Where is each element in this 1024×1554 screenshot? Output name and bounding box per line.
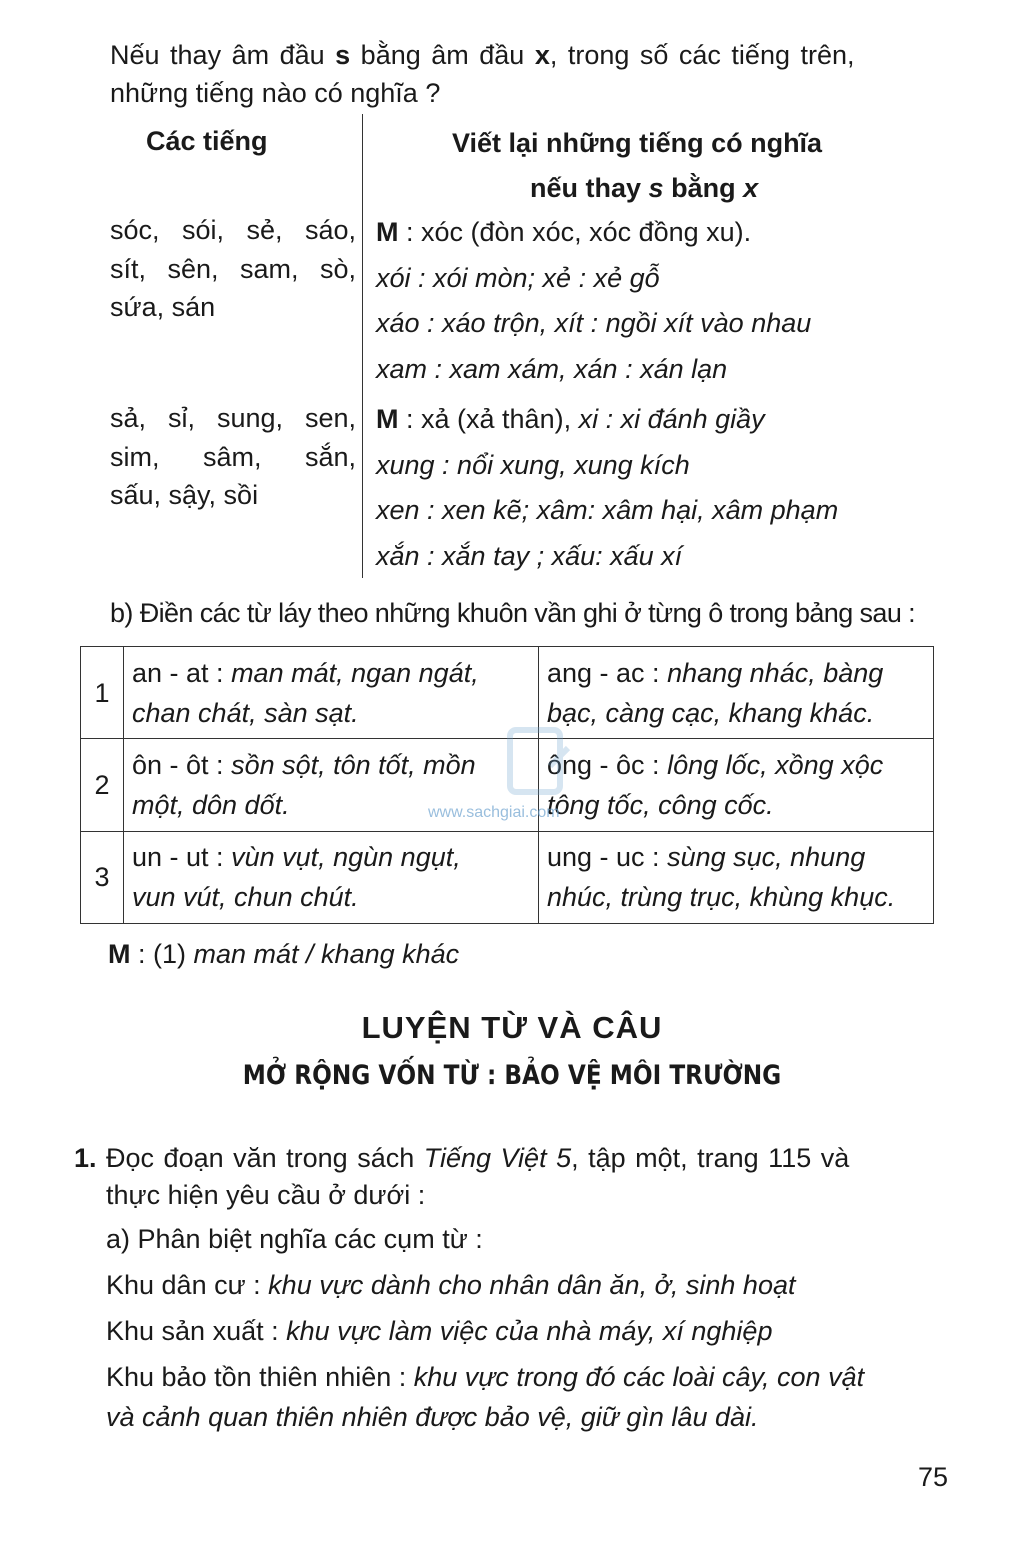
table-row — [81, 831, 934, 923]
section-subtitle: MỞ RỘNG VỐN TỪ : BẢO VỆ MÔI TRƯỜNG — [242, 1060, 782, 1091]
definition-3 — [106, 1360, 864, 1394]
word-list-line: sấu, sậy, sồi — [110, 480, 259, 510]
header-right-1: Viết lại những tiếng có nghĩa — [452, 128, 823, 158]
letter-s: s — [335, 40, 351, 70]
section-title: LUYỆN TỪ VÀ CÂU — [361, 1010, 663, 1045]
answer-text: xi : xi đánh giầy — [578, 404, 765, 434]
definition-text: khu vực làm việc của nhà máy, xí nghiệp — [286, 1316, 773, 1346]
intro-text: , trong số các tiếng trên, — [549, 40, 855, 70]
word-list-line: sít, sên, sam, sò, — [110, 253, 356, 284]
rhyme-words: một, dôn dốt. — [132, 789, 290, 820]
rhyme-pattern: un - ut : — [132, 842, 232, 873]
rhyme-words: bạc, càng cạc, khang khác. — [547, 697, 875, 728]
exercise-1-line-2: thực hiện yêu cầu ở dưới : — [106, 1180, 426, 1210]
header-text: bằng — [663, 173, 744, 203]
rhyme-words: vùn vụt, ngùn ngụt, — [231, 842, 461, 873]
header-text: nếu thay — [530, 173, 649, 203]
book-title: Tiếng Việt 5 — [423, 1143, 572, 1173]
exercise-text: , tập một, trang 115 và — [571, 1143, 850, 1173]
row-number: 1 — [81, 647, 124, 739]
exercise-number: 1. — [74, 1143, 97, 1173]
definition-1 — [106, 1268, 795, 1302]
rhyme-cell — [124, 831, 539, 923]
definition-term: Khu bảo tồn thiên nhiên : — [106, 1362, 414, 1392]
definition-text: khu vực trong đó các loài cây, con vật — [413, 1362, 865, 1392]
rhyme-cell — [124, 647, 539, 739]
answer-line: xắn : xắn tay ; xấu: xấu xí — [376, 540, 683, 571]
part-b-example — [108, 937, 459, 971]
rhyme-words: vun vút, chun chút. — [132, 882, 359, 913]
header-left: Các tiếng — [146, 126, 268, 156]
answer-line — [376, 397, 838, 443]
rhyme-words: sồn sột, tôn tốt, mồn — [231, 749, 476, 780]
word-list-line: sứa, sán — [110, 292, 216, 322]
intro-text: bằng âm đầu — [350, 40, 535, 70]
model-marker: M — [108, 939, 131, 969]
exercise-1-part-a: a) Phân biệt nghĩa các cụm từ : — [106, 1224, 483, 1254]
header-right-2 — [530, 171, 758, 205]
row-number: 3 — [81, 831, 124, 923]
letter-x: x — [743, 173, 759, 203]
rhyme-pattern: an - at : — [132, 657, 232, 688]
definition-term: Khu sản xuất : — [106, 1316, 287, 1346]
rhyme-pattern: ông - ôc : — [547, 749, 668, 780]
group2-words — [110, 399, 356, 515]
answer-line: xung : nổi xung, xung kích — [376, 449, 690, 480]
model-marker: M — [376, 404, 399, 434]
watermark-url: www.sachgiai.com — [428, 804, 560, 821]
rhyme-words: chan chát, sàn sạt. — [132, 697, 359, 728]
rhyme-words: nhang nhác, bàng — [667, 657, 884, 688]
rhyme-words: sùng sục, nhung — [667, 842, 866, 873]
rhyme-words: tông tốc, công cốc. — [547, 789, 774, 820]
answer-line: xam : xam xám, xán : xán lạn — [376, 353, 728, 384]
definition-2 — [106, 1314, 772, 1348]
rhyme-words: lông lốc, xồng xộc — [667, 749, 884, 780]
example-text: : (1) — [130, 939, 194, 969]
answer-line: xáo : xáo trộn, xít : ngồi xít vào nhau — [376, 308, 812, 338]
answer-line: xen : xen kẽ; xâm: xâm hại, xâm phạm — [376, 495, 839, 525]
page-number: 75 — [918, 1462, 949, 1492]
letter-s: s — [648, 173, 664, 203]
part-b-label: b) Điền các từ láy theo những khuôn vần ghi ở từng ô trong bảng sau : — [110, 598, 916, 628]
group2-answers — [376, 397, 838, 579]
word-list-line: sim, sâm, sắn, — [110, 441, 356, 472]
intro-text: Nếu thay âm đầu — [110, 40, 336, 70]
exercise-1-line-1 — [74, 1141, 849, 1175]
intro-line-1 — [110, 38, 855, 72]
group1-answers — [376, 210, 811, 392]
rhyme-words: man mát, ngan ngát, — [231, 657, 479, 688]
rhyme-pattern: ung - uc : — [547, 842, 668, 873]
letter-x: x — [534, 40, 550, 70]
model-marker: M — [376, 217, 399, 247]
answer-text: : xả (xả thân), — [398, 404, 579, 434]
answer-line — [376, 210, 811, 256]
answer-line: xói : xói mòn; xẻ : xẻ gỗ — [376, 262, 660, 293]
table-row — [81, 647, 934, 739]
rhyme-cell — [539, 831, 934, 923]
rhyme-pattern: ang - ac : — [547, 657, 668, 688]
answer-text: : xóc (đòn xóc, xóc đồng xu). — [398, 217, 752, 247]
definition-text: khu vực dành cho nhân dân ăn, ở, sinh hoạt — [268, 1270, 796, 1300]
word-list-line: sóc, sói, sẻ, sáo, — [110, 215, 356, 245]
definition-3-continued: và cảnh quan thiên nhiên được bảo vệ, giữ gìn lâu dài. — [106, 1402, 759, 1432]
word-list-line: sả, sỉ, sung, sen, — [110, 403, 356, 433]
group1-words — [110, 211, 356, 327]
rhyme-words: nhúc, trùng trục, khùng khục. — [547, 882, 896, 913]
example-text: man mát / khang khác — [193, 939, 460, 969]
exercise-text: Đọc đoạn văn trong sách — [96, 1143, 424, 1173]
definition-term: Khu dân cư : — [106, 1270, 269, 1300]
intro-line-2: những tiếng nào có nghĩa ? — [110, 78, 441, 108]
column-divider — [362, 114, 363, 578]
rhyme-pattern: ôn - ôt : — [132, 749, 232, 780]
rhyme-cell — [539, 647, 934, 739]
row-number: 2 — [81, 739, 124, 831]
